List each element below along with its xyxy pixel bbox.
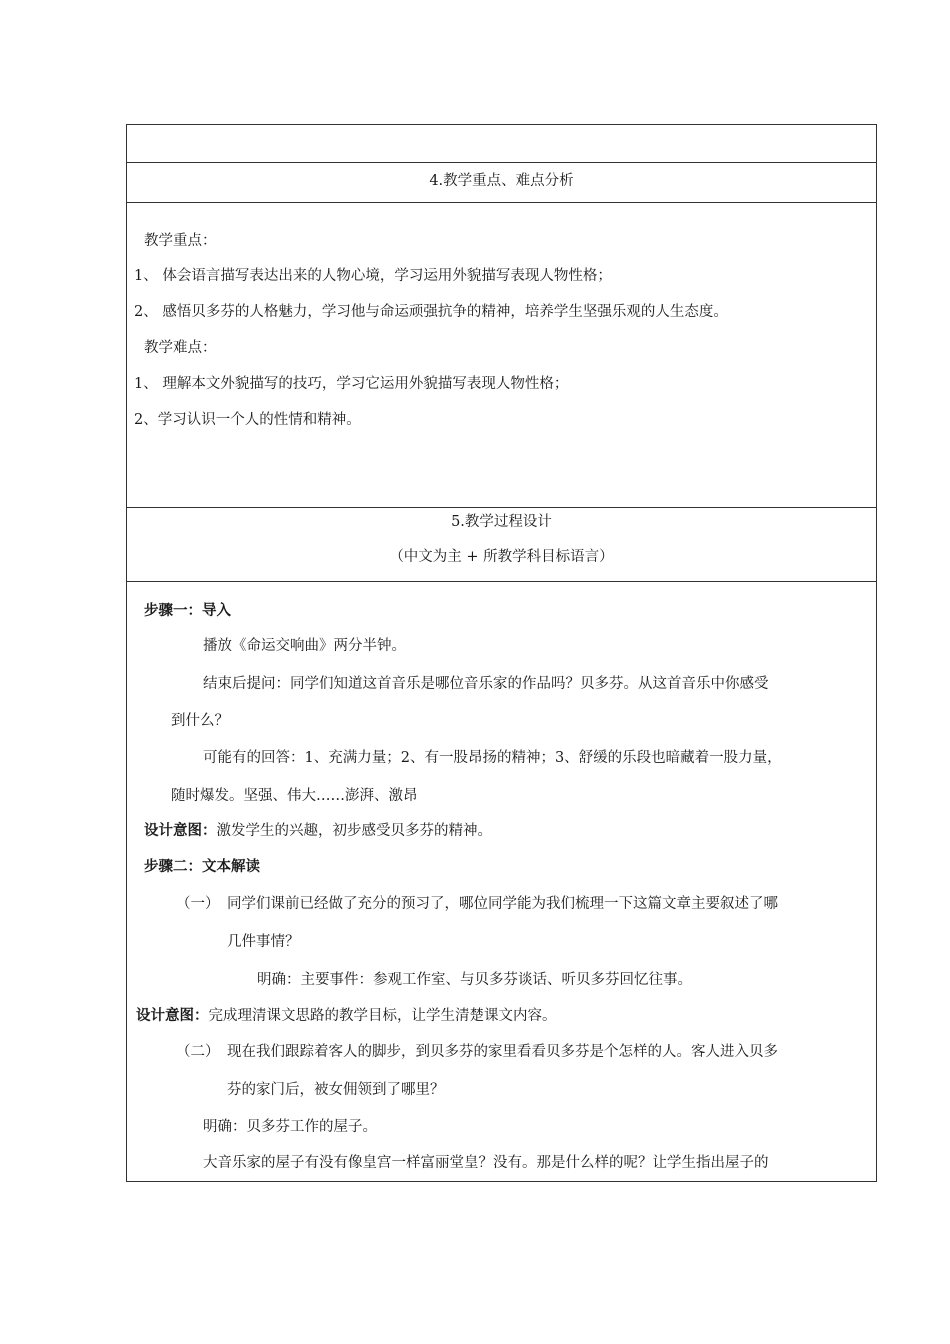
difficult-point-1: 1、 理解本文外貌描写的技巧，学习它运用外貌描写表现人物性格； [134, 376, 569, 392]
question-1b: 几件事情？ [227, 934, 300, 950]
question-2-answer: 明确：贝多芬工作的屋子。 [203, 1119, 377, 1135]
section4-heading-row [127, 163, 876, 203]
question-2-number: （二） [176, 1044, 220, 1060]
question-2-followup: 大音乐家的屋子有没有像皇宫一样富丽堂皇？没有。那是什么样的呢？让学生指出屋子的 [203, 1155, 769, 1171]
design-intent-2-label: 设计意图： [136, 1007, 209, 1024]
section5-heading-row [127, 508, 876, 582]
step2-title: 步骤二：文本解读 [144, 858, 260, 875]
lesson-plan-table [126, 124, 877, 1182]
section4-content-row [127, 203, 876, 508]
empty-top-row [127, 125, 876, 163]
step1-title: 步骤一：导入 [144, 602, 231, 619]
design-intent-1-text: 激发学生的兴趣，初步感受贝多芬的精神。 [216, 823, 492, 839]
design-intent-1-label: 设计意图： [144, 822, 217, 839]
step1-paragraph-3a: 可能有的回答：1、充满力量；2、有一股昂扬的精神；3、舒缓的乐段也暗藏着一股力量， [203, 750, 782, 766]
question-2b: 芬的家门后，被女佣领到了哪里？ [227, 1082, 445, 1098]
question-1-answer: 明确：主要事件：参观工作室、与贝多芬谈话、听贝多芬回忆往事。 [257, 972, 692, 988]
key-point-1: 1、 体会语言描写表达出来的人物心境，学习运用外貌描写表现人物性格； [134, 268, 612, 284]
question-1-number: （一） [176, 896, 220, 912]
step1-paragraph-2b: 到什么？ [171, 713, 229, 729]
step1-paragraph-1: 播放《命运交响曲》两分半钟。 [203, 638, 406, 654]
section4-heading: 4.教学重点、难点分析 [429, 173, 574, 189]
question-2a: 现在我们跟踪着客人的脚步，到贝多芬的家里看看贝多芬是个怎样的人。客人进入贝多 [227, 1044, 778, 1060]
difficult-points-label: 教学难点： [144, 340, 217, 356]
step1-paragraph-3b: 随时爆发。坚强、伟大……澎湃、激昂 [171, 788, 418, 804]
section5-subheading: （中文为主 + 所教学科目标语言） [389, 549, 614, 565]
process-content-row [127, 582, 876, 1182]
design-intent-2-text: 完成理清课文思路的教学目标，让学生清楚课文内容。 [208, 1008, 557, 1024]
difficult-point-2: 2、学习认识一个人的性情和精神。 [134, 412, 361, 428]
step1-paragraph-2a: 结束后提问：同学们知道这首音乐是哪位音乐家的作品吗？贝多芬。从这首音乐中你感受 [203, 676, 769, 692]
key-points-label: 教学重点： [144, 233, 217, 249]
design-intent-2 [136, 1006, 557, 1026]
section5-heading: 5.教学过程设计 [451, 514, 552, 530]
design-intent-1 [144, 821, 492, 841]
key-point-2: 2、 感悟贝多芬的人格魅力，学习他与命运顽强抗争的精神，培养学生坚强乐观的人生态度。 [134, 304, 728, 320]
question-1a: 同学们课前已经做了充分的预习了，哪位同学能为我们梳理一下这篇文章主要叙述了哪 [227, 896, 778, 912]
